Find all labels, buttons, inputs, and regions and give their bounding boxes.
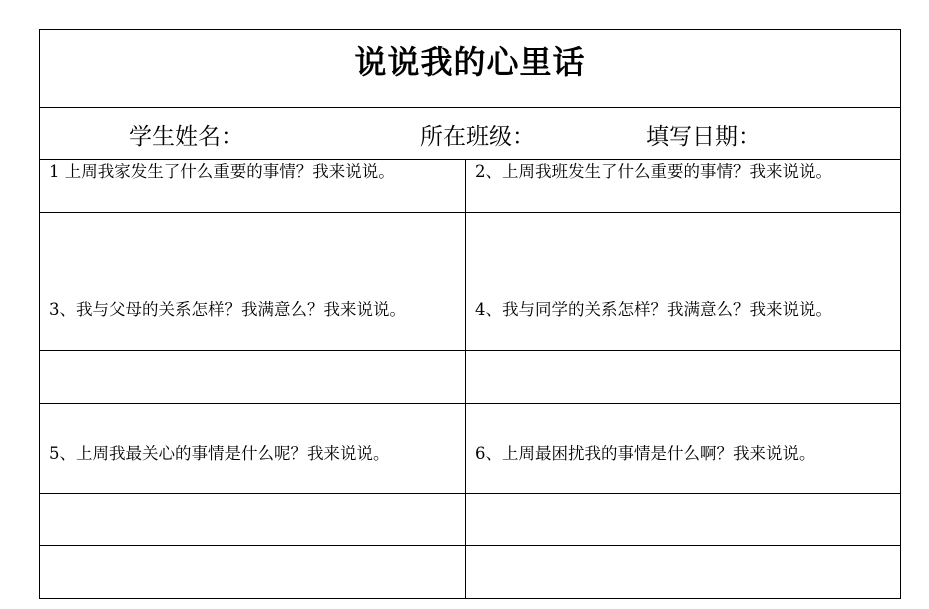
row-divider — [40, 493, 900, 494]
question-1: 1 上周我家发生了什么重要的事情？我来说说。 — [49, 162, 395, 181]
question-5: 5、上周我最关心的事情是什么呢？我来说说。 — [49, 444, 390, 463]
title-row — [40, 30, 900, 108]
date-label: 填写日期： — [646, 124, 761, 150]
question-2: 2、上周我班发生了什么重要的事情？我来说说。 — [475, 162, 832, 181]
student-info-row — [40, 108, 900, 160]
student-name-label: 学生姓名： — [129, 124, 244, 150]
question-6: 6、上周最困扰我的事情是什么啊？我来说说。 — [475, 444, 816, 463]
form-title: 说说我的心里话 — [354, 43, 586, 81]
answer-area-1[interactable] — [40, 213, 465, 350]
answer-area-2[interactable] — [466, 213, 901, 350]
class-label: 所在班级： — [420, 124, 535, 150]
answer-area-5[interactable] — [40, 546, 465, 598]
question-4: 4、我与同学的关系怎样？我满意么？我来说说。 — [475, 300, 832, 319]
questions-grid — [40, 160, 900, 598]
survey-form — [39, 29, 901, 599]
answer-area-6[interactable] — [466, 546, 901, 598]
row-divider — [40, 403, 900, 404]
answer-area-3[interactable] — [40, 351, 465, 403]
question-3: 3、我与父母的关系怎样？我满意么？我来说说。 — [49, 300, 406, 319]
answer-area-4[interactable] — [466, 351, 901, 403]
